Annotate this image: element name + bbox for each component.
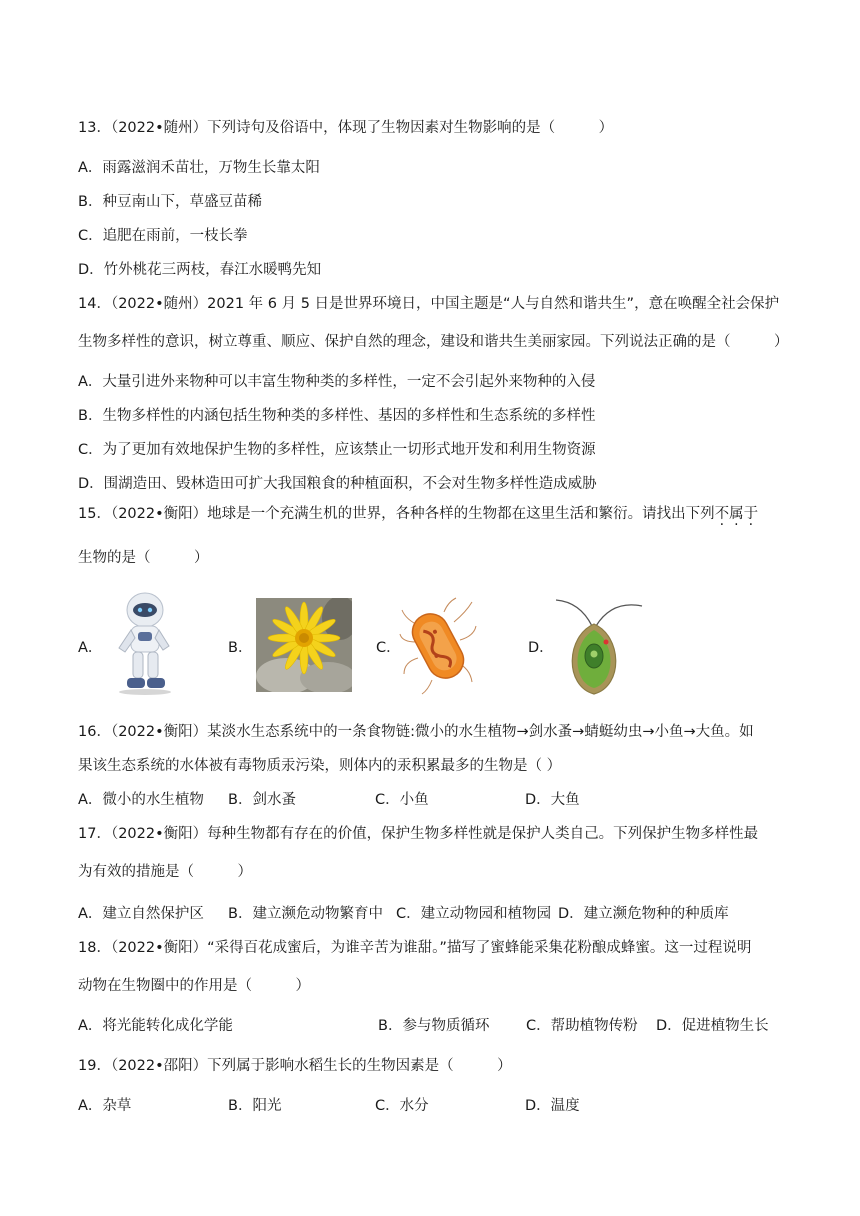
q18-stem-line2: 动物在生物圈中的作用是（ ）: [78, 978, 310, 994]
q19-stem: 19．（2022•邵阳）下列属于影响水稻生长的生物因素是（ ）: [78, 1058, 512, 1074]
q13-stem: 13．（2022•随州）下列诗句及俗语中，体现了生物因素对生物影响的是（ ）: [78, 120, 614, 136]
q19-option-c: C．水分: [375, 1098, 429, 1114]
q18-stem-line1: 18．（2022•衡阳）“采得百花成蜜后，为谁辛苦为谁甜。”描写了蜜蜂能采集花粉酿成蜂蜜。这一过程说明: [78, 940, 752, 956]
q16-option-b: B．剑水蚤: [228, 792, 296, 808]
q18-option-b: B．参与物质循环: [378, 1018, 490, 1034]
q14-stem-line1: 14．（2022•随州）2021 年 6 月 5 日是世界环境日，中国主题是“人与自然和谐共生”，意在唤醒全社会保护: [78, 296, 780, 312]
q16-option-d: D．大鱼: [525, 792, 580, 808]
q17-stem-line2: 为有效的措施是（ ）: [78, 864, 252, 880]
q16-stem-line1: 16．（2022•衡阳）某淡水生态系统中的一条食物链:微小的水生植物→剑水蚤→蜻蜓幼虫→小鱼→大鱼。如: [78, 724, 754, 740]
bacterium-icon: [398, 596, 478, 696]
q17-option-a: A．建立自然保护区: [78, 906, 204, 922]
q19-option-a: A．杂草: [78, 1098, 132, 1114]
q17-option-d: D．建立濒危物种的种质库: [558, 906, 729, 922]
q15-option-a-label: A．: [78, 640, 103, 656]
q15-option-c-label: C．: [376, 640, 401, 656]
q14-option-c: C．为了更加有效地保护生物的多样性，应该禁止一切形式地开发和利用生物资源: [78, 442, 596, 458]
q15-option-b-label: B．: [228, 640, 253, 656]
q15-stem-line2: 生物的是（ ）: [78, 550, 209, 566]
q16-option-c: C．小鱼: [375, 792, 429, 808]
q18-option-a: A．将光能转化成化学能: [78, 1018, 233, 1034]
q13-option-a: A．雨露滋润禾苗壮，万物生长靠太阳: [78, 160, 320, 176]
q16-option-a: A．微小的水生植物: [78, 792, 204, 808]
q17-option-b: B．建立濒危动物繁育中: [228, 906, 383, 922]
q18-option-d: D．促进植物生长: [656, 1018, 769, 1034]
q15-option-d-label: D．: [528, 640, 554, 656]
q15-emphasis-char: 不: [714, 506, 730, 522]
q13-option-d: D．竹外桃花三两枝，春江水暖鸭先知: [78, 262, 322, 278]
q13-option-b: B．种豆南山下，草盛豆苗稀: [78, 194, 262, 210]
q17-stem-line1: 17．（2022•衡阳）每种生物都有存在的价值，保护生物多样性就是保护人类自己。下列保护生物多样性最: [78, 826, 759, 842]
q15-stem-line1: [78, 502, 758, 523]
q14-option-d: D．围湖造田、毁林造田可扩大我国粮食的种植面积，不会对生物多样性造成威胁: [78, 476, 597, 492]
robot-icon: [105, 590, 185, 698]
q15-stem-text: 15．（2022•衡阳）地球是一个充满生机的世界，各种各样的生物都在这里生活和繁衍。请找出下列: [78, 506, 715, 522]
q14-stem-line2: 生物多样性的意识，树立尊重、顺应、保护自然的理念，建设和谐共生美丽家园。下列说法正确的是（ ）: [78, 334, 789, 350]
q19-option-b: B．阳光: [228, 1098, 282, 1114]
q14-option-a: A．大量引进外来物种可以丰富生物种类的多样性，一定不会引起外来物种的入侵: [78, 374, 596, 390]
q15-picture-options: [0, 590, 860, 700]
q18-option-c: C．帮助植物传粉: [526, 1018, 638, 1034]
q16-stem-line2: 果该生态系统的水体被有毒物质汞污染，则体内的汞积累最多的生物是（ ）: [78, 758, 562, 774]
chlamydomonas-icon: [552, 596, 648, 700]
q13-option-c: C．追肥在雨前，一枝长拳: [78, 228, 248, 244]
q15-emphasis-char: 属: [729, 506, 744, 522]
q19-option-d: D．温度: [525, 1098, 580, 1114]
q17-option-c: C．建立动物园和植物园: [396, 906, 552, 922]
yellow-flower-icon: [256, 598, 352, 692]
q15-emphasis-char: 于: [743, 506, 759, 522]
q14-option-b: B．生物多样性的内涵包括生物种类的多样性、基因的多样性和生态系统的多样性: [78, 408, 596, 424]
